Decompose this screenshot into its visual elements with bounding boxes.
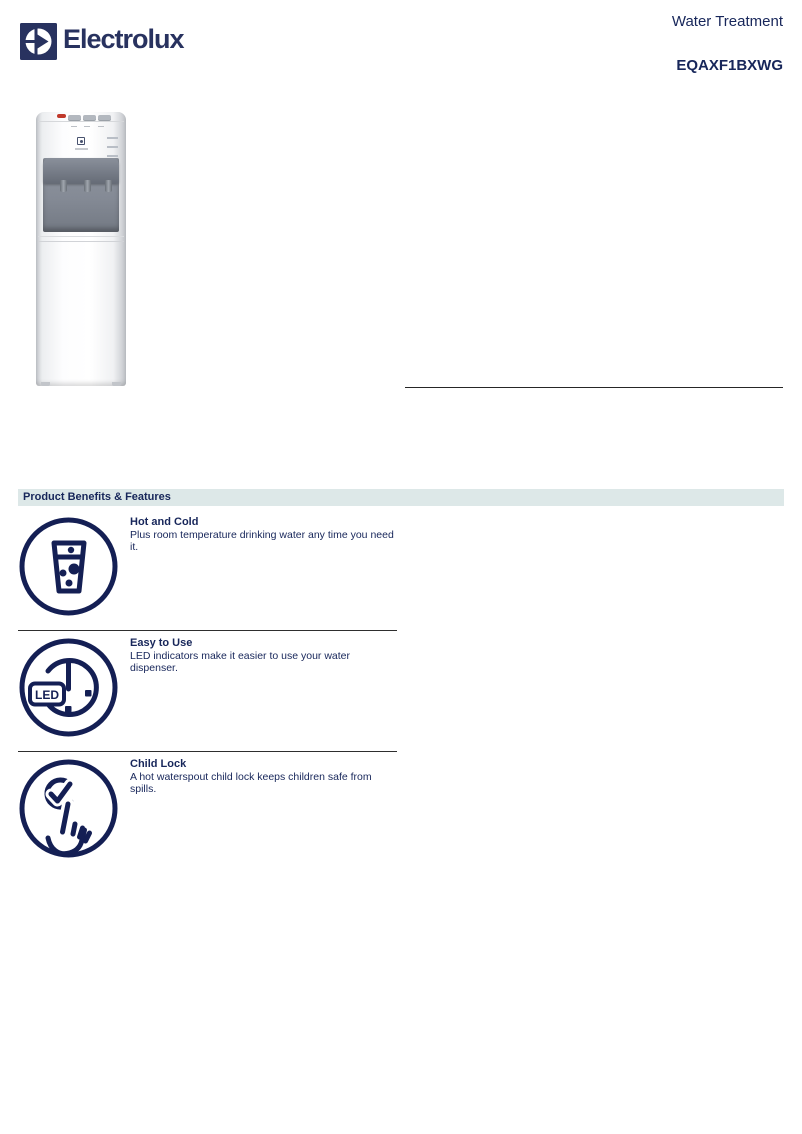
dispenser-red-button <box>57 114 66 118</box>
water-tap <box>60 180 67 192</box>
feature-title: Child Lock <box>130 758 187 770</box>
brand-wordmark: Electrolux <box>63 24 184 54</box>
child-lock-touch-icon <box>18 758 119 859</box>
led-badge-label: LED <box>35 688 59 702</box>
feature-description: Plus room temperature drinking water any time you need it. <box>130 529 394 553</box>
feature-description: A hot waterspout child lock keeps children safe from spills. <box>130 771 372 795</box>
feature-description: LED indicators make it easier to use your water dispenser. <box>130 650 351 674</box>
dispenser-led-indicator <box>107 137 118 139</box>
features-list <box>18 510 397 873</box>
model-number: EQAXF1BXWG <box>676 57 783 74</box>
feature-title: Easy to Use <box>130 637 193 649</box>
section-header <box>18 489 784 506</box>
hot-cold-cup-icon <box>18 516 119 617</box>
dispenser-top-button <box>83 115 96 120</box>
document-category: Water Treatment <box>671 13 783 30</box>
dispenser-led-indicator <box>107 155 118 157</box>
dispenser-led-indicator <box>107 146 118 148</box>
feature-row-easy-to-use <box>18 631 397 752</box>
water-tap <box>105 180 112 192</box>
feature-row-hot-and-cold <box>18 510 397 631</box>
dispenser-brand-badge <box>77 137 85 145</box>
led-dial-icon <box>18 637 119 738</box>
spec-divider-line <box>405 387 783 388</box>
dispenser-recess <box>43 158 119 232</box>
electrolux-logo-icon <box>20 23 57 60</box>
feature-title: Hot and Cold <box>130 516 199 528</box>
section-title: Product Benefits & Features <box>23 491 171 503</box>
water-dispenser-product-photo <box>36 112 126 386</box>
water-tap <box>84 180 91 192</box>
feature-row-child-lock <box>18 752 397 873</box>
dispenser-top-button <box>98 115 111 120</box>
dispenser-body <box>36 112 126 386</box>
dispenser-top-button <box>68 115 81 120</box>
